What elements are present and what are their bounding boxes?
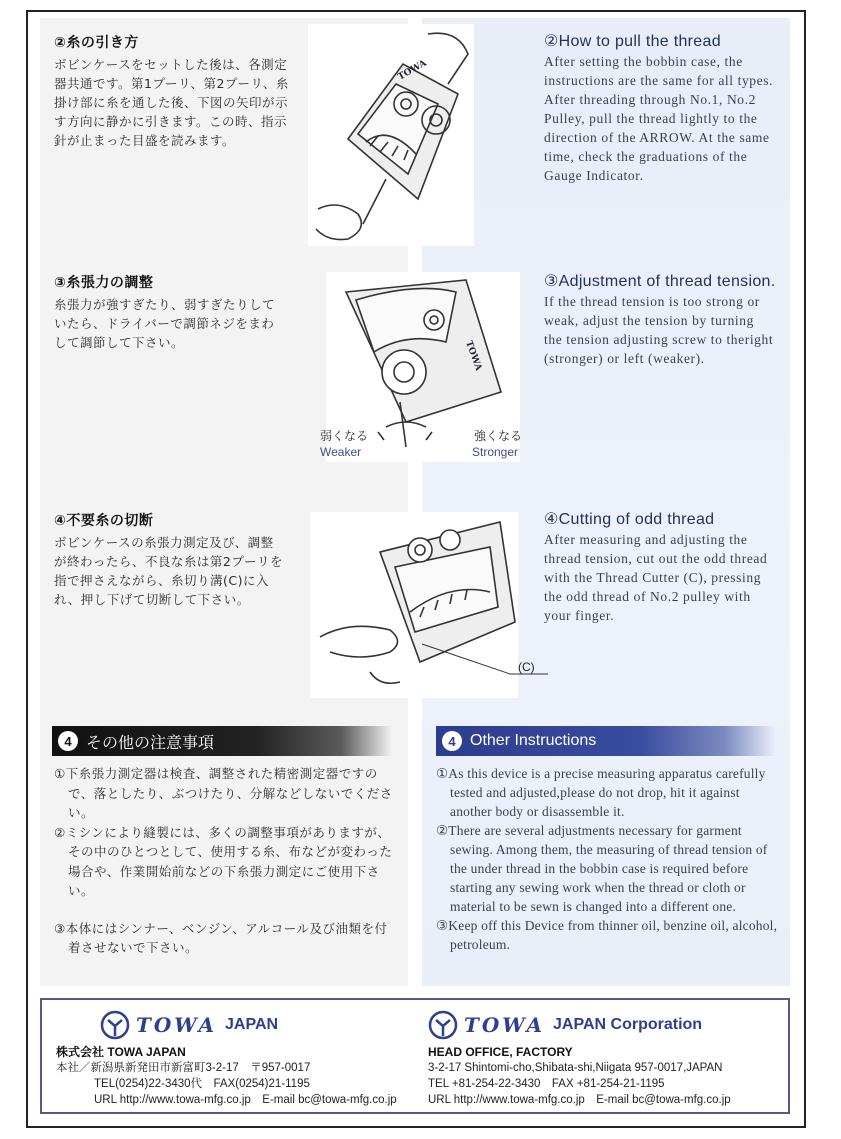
en-body: If the thread tension is too strong or weak, adjust the tension by turning the tension adjusting screw to theright (stronger) or left (weaker). [544, 294, 774, 366]
en-other-item: ③Keep off this Device from thinner oil, benzine oil, alcohol, petroleum. [436, 918, 778, 952]
en-other-item: ②There are several adjustments necessary for garment sewing. Among them, the measuring of thread tension of the under thread in the bobbin case is required before starting any sewing work when the thread or cloth or material to be sewn is changed into a different one. [436, 823, 768, 914]
company-footer [40, 998, 790, 1114]
jp-body: ボビンケースをセットした後は、各測定器共通です。第1プーリ、第2プーリ、糸掛け部に糸を通した後、下図の矢印が示す方向に静かに引きます。この時、指示針が止まった目盛を読みます。 [54, 57, 289, 148]
url-line[interactable]: URL http://www.towa-mfg.co.jp E-mail bc@towa-mfg.co.jp [428, 1094, 731, 1106]
device-brand: TOWA [396, 58, 429, 83]
jp-section-pull-thread [54, 34, 294, 150]
en-section-cut-thread [544, 510, 776, 625]
en-other-item: ①As this device is a precise measuring apparatus carefully tested and adjusted,please do not drop, hit it against another body or disassemble it. [436, 766, 766, 819]
jp-other-item: ②ミシンにより縫製には、多くの調整事項がありますが、その中のひとつとして、使用する糸、布などが変わった場合や、作業開始前などの下糸張力測定にご使用下さい。 [54, 824, 393, 898]
logo-word: TOWA [136, 1013, 218, 1037]
en-body: After setting the bobbin case, the instructions are the same for all types. After threading through No.1, No.2 Pulley, pull the thread lightly to the direction of the ARROW. At the same time, check the graduations of the Gauge Indicator. [544, 54, 774, 183]
logo-word: TOWA [464, 1013, 546, 1037]
en-heading: ②How to pull the thread [544, 33, 721, 50]
cutter-label: (C) [518, 660, 535, 674]
company-name: 株式会社 TOWA JAPAN [56, 1045, 186, 1059]
en-other-list [436, 764, 778, 954]
logo-suffix: JAPAN Corporation [553, 1016, 703, 1033]
footer-right-address [428, 1044, 788, 1108]
jp-section-adjust-tension [54, 274, 286, 352]
en-section-adjust-tension [544, 272, 776, 368]
tel-line: TEL(0254)22-3430代 FAX(0254)21-1195 [94, 1078, 310, 1090]
jp-other-instructions-bar [52, 726, 392, 756]
weaker-jp-label: 弱くなる [320, 429, 369, 443]
en-section-pull-thread [544, 32, 776, 185]
tel-line: TEL +81-254-22-3430 FAX +81-254-21-1195 [428, 1078, 665, 1090]
en-body: After measuring and adjusting the thread tension, cut out the odd thread with the Thread Cutter (C), pressing the odd thread of No.2 pulley with your finger. [544, 532, 768, 623]
device-pull-illustration [308, 24, 474, 246]
address-line: 3-2-17 Shintomi-cho,Shibata-shi,Niigata 957-0017,JAPAN [428, 1062, 723, 1074]
weaker-en-label: Weaker [320, 445, 362, 459]
towa-emblem-icon [100, 1010, 130, 1040]
en-other-title: Other Instructions [470, 732, 597, 749]
en-other-instructions-bar [436, 726, 776, 756]
office-heading: HEAD OFFICE, FACTORY [428, 1045, 573, 1059]
jp-heading: ③糸張力の調整 [54, 275, 154, 291]
device-brand: TOWA [463, 339, 484, 373]
jp-other-item: ③本体にはシンナー、ベンジン、アルコール及び油類を付着させないで下さい。 [54, 920, 388, 955]
jp-other-title: その他の注意事項 [86, 734, 215, 752]
jp-section-cut-thread [54, 512, 286, 609]
en-heading: ④Cutting of odd thread [544, 511, 715, 528]
section-number-badge: 4 [442, 731, 462, 751]
logo-suffix: JAPAN [225, 1016, 279, 1033]
jp-heading: ④不要糸の切断 [54, 513, 154, 529]
address-line: 本社／新潟県新発田市新富町3-2-17 〒957-0017 [56, 1062, 311, 1074]
towa-logo-left [100, 1010, 278, 1040]
section-number-badge: 4 [58, 731, 78, 751]
en-heading: ③Adjustment of thread tension. [544, 273, 776, 290]
towa-logo-right [428, 1010, 702, 1040]
stronger-jp-label: 強くなる [474, 429, 523, 443]
jp-body: 糸張力が強すぎたり、弱すぎたりしていたら、ドライバーで調節ネジをまわして調節して下さい。 [54, 297, 276, 350]
illustration-pull-thread [308, 24, 474, 246]
jp-other-list [54, 764, 394, 958]
url-line[interactable]: URL http://www.towa-mfg.co.jp E-mail bc@towa-mfg.co.jp [94, 1094, 397, 1106]
jp-other-item: ①下糸張力測定器は検査、調整された精密測定器ですので、落としたり、ぶつけたり、分解などしないでください。 [54, 766, 393, 820]
footer-left-address [56, 1044, 416, 1108]
jp-body: ボビンケースの糸張力測定及び、調整が終わったら、不良な糸は第2プーリを指で押さえながら、糸切り溝(C)に入れ、押し下げて切断して下さい。 [54, 535, 283, 607]
towa-emblem-icon [428, 1010, 458, 1040]
jp-heading: ②糸の引き方 [54, 35, 139, 51]
stronger-en-label: Stronger [472, 445, 519, 459]
